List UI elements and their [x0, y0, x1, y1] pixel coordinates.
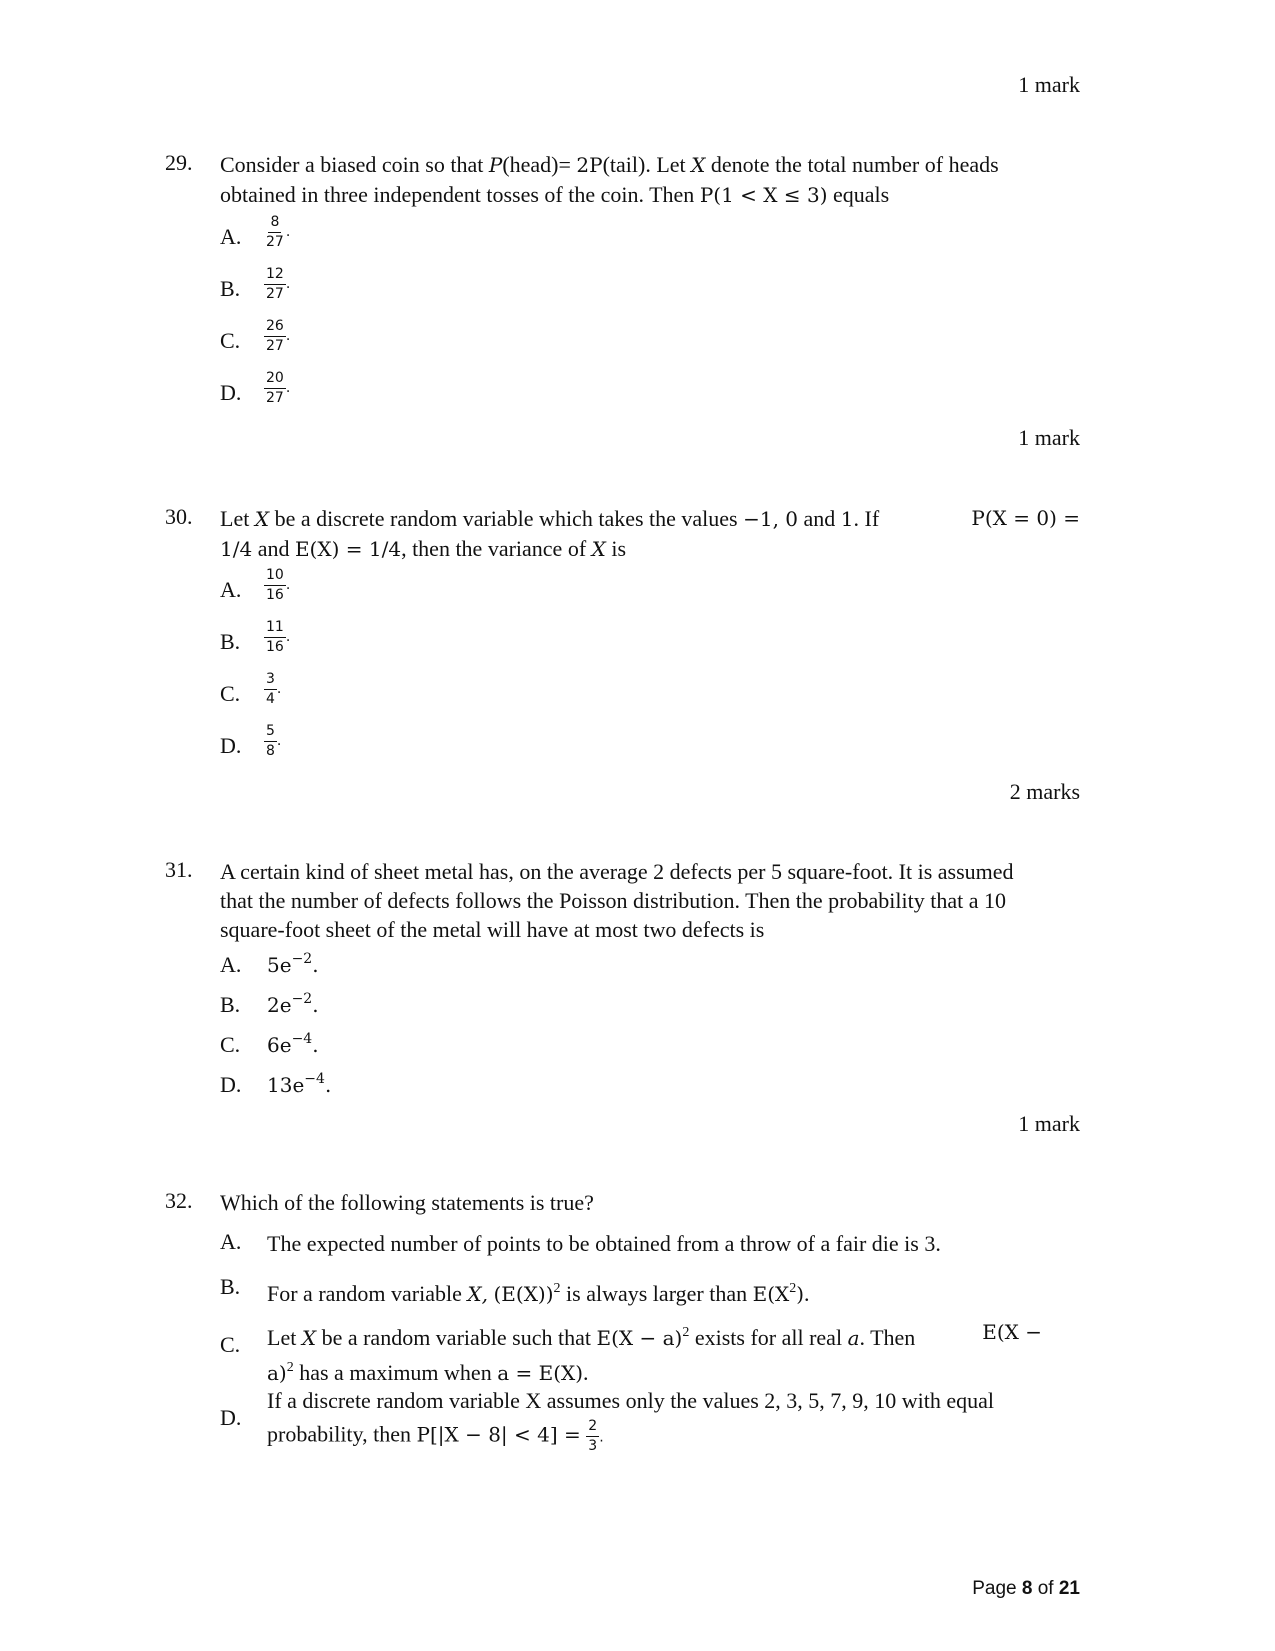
question-number-31: 31.: [165, 857, 193, 882]
option-value: $5e^{-2}$.: [267, 951, 319, 977]
page-number: Page 8 of 21: [972, 1578, 1080, 1599]
option-statement: The expected number of points to be obtained from a throw of a fair die is 3.: [267, 1231, 941, 1256]
marks-label: 1 mark: [1018, 72, 1080, 97]
option-letter: C.: [220, 1032, 241, 1057]
option-letter: C.: [220, 328, 241, 353]
option-letter: D.: [220, 380, 242, 405]
option-letter: C.: [220, 681, 241, 706]
option-statement: Let X be a random variable such that $E(X - a)^2$ exists for all real a. Then E(X − a)$^2$ has a maximum when a = E(X).: [267, 1320, 1042, 1385]
option-letter: B.: [220, 629, 241, 654]
option-letter: B.: [220, 276, 241, 301]
option-statement: If a discrete random variable X assumes only the values 2, 3, 5, 7, 9, 10 with equal probability, then P[|X − 8| < 4] = $\frac{2}{3}$ .: [267, 1388, 995, 1454]
option-value: $2e^{-2}$.: [267, 991, 319, 1017]
question-number-29: 29.: [165, 150, 193, 175]
marks-label: 2 marks: [1009, 779, 1080, 804]
option-value: $\frac{3}{4}$ .: [266, 671, 282, 707]
question-29-text: Consider a biased coin so that P(head)= 2P(tail). Let X denote the total number of heads obtained in three independent tosses of the coin. Then P(1 < X ≤ 3) equals: [220, 152, 999, 207]
option-value: $\frac{10}{16}$ .: [266, 567, 291, 603]
option-letter: D.: [220, 1072, 242, 1097]
option-value: $13e^{-4}$.: [267, 1071, 332, 1097]
option-value: $\frac{20}{27}$ .: [266, 370, 291, 406]
option-letter: B.: [220, 1274, 241, 1299]
option-letter: D.: [220, 1405, 242, 1430]
question-number-30: 30.: [165, 504, 193, 529]
marks-label: 1 mark: [1018, 425, 1080, 450]
question-30-text: Let X be a discrete random variable which takes the values −1, 0 and 1. If P(X = 0) = 1/4 and E(X) = 1/4, then the variance of X is: [220, 506, 1080, 561]
option-value: $\frac{11}{16}$ .: [266, 619, 291, 655]
option-letter: A.: [220, 952, 242, 977]
option-value: $\frac{8}{27}$ .: [266, 214, 291, 250]
option-value: $\frac{5}{8}$ .: [266, 723, 282, 759]
option-statement: For a random variable X, $(E(X))^2$ is always larger than $E(X^2)$.: [267, 1281, 810, 1306]
option-letter: A.: [220, 577, 242, 602]
question-31-text: A certain kind of sheet metal has, on the average 2 defects per 5 square-foot. It is assumed that the number of defects follows the Poisson distribution. Then the probability that a 10 square-foot sheet of the metal will have at most two defects is: [220, 859, 1014, 942]
option-letter: D.: [220, 733, 242, 758]
option-letter: A.: [220, 1229, 242, 1254]
option-value: $\frac{12}{27}$ .: [266, 266, 291, 302]
option-letter: B.: [220, 992, 241, 1017]
option-letter: C.: [220, 1332, 241, 1357]
marks-label: 1 mark: [1018, 1111, 1080, 1136]
question-number-32: 32.: [165, 1188, 193, 1213]
option-value: $6e^{-4}$.: [267, 1031, 319, 1057]
option-value: $\frac{26}{27}$ .: [266, 318, 291, 354]
option-letter: A.: [220, 224, 242, 249]
question-32-text: Which of the following statements is true?: [220, 1190, 594, 1215]
